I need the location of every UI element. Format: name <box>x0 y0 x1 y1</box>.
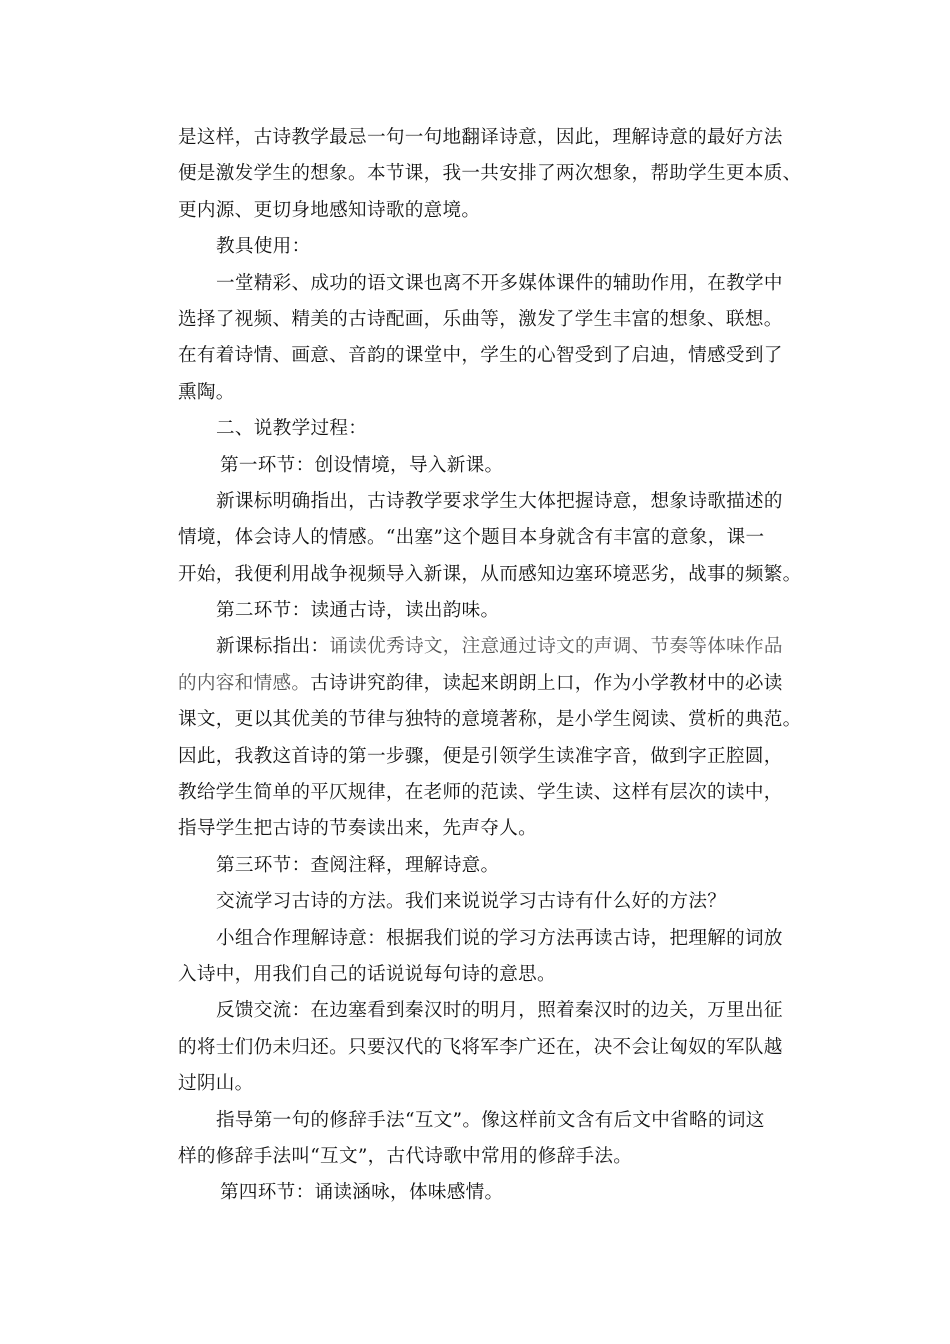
paragraph-line: 的将士们仍未归还。只要汉代的飞将军李广还在，决不会让匈奴的军队越 <box>178 1036 783 1058</box>
step-heading-2: 第二环节：读通古诗，读出韵味。 <box>216 600 500 622</box>
paragraph-line: 样的修辞手法叫“互文”，古代诗歌中常用的修辞手法。 <box>178 1145 633 1167</box>
paragraph-line: 课文，更以其优美的节律与独特的意境著称，是小学生阅读、赏析的典范。 <box>178 709 802 731</box>
paragraph-line: 熏陶。 <box>178 381 235 403</box>
paragraph-line: 教给学生简单的平仄规律，在老师的范读、学生读、这样有层次的读中， <box>178 782 783 804</box>
paragraph-line: 过阴山。 <box>178 1073 254 1095</box>
paragraph-line: 反馈交流：在边塞看到秦汉时的明月，照着秦汉时的边关，万里出征 <box>216 1000 783 1022</box>
paragraph-line: 便是激发学生的想象。本节课，我一共安排了两次想象，帮助学生更本质、 <box>178 163 802 185</box>
paragraph-line: 小组合作理解诗意：根据我们说的学习方法再读古诗，把理解的词放 <box>216 927 783 949</box>
paragraph-line: 选择了视频、精美的古诗配画，乐曲等，激发了学生丰富的想象、联想。 <box>178 308 783 330</box>
paragraph-line: 指导学生把古诗的节奏读出来，先声夺人。 <box>178 818 537 840</box>
standard-quote: 的内容和情感。 <box>178 672 311 694</box>
step-heading-1: 第一环节：创设情境，导入新课。 <box>220 454 504 476</box>
paragraph-line: 交流学习古诗的方法。我们来说说学习古诗有什么好的方法？ <box>216 891 727 913</box>
paragraph-line: 情境，体会诗人的情感。“出塞”这个题目本身就含有丰富的意象，课一 <box>178 527 765 549</box>
step-heading-4: 第四环节：诵读涵咏，体味感情。 <box>220 1182 504 1204</box>
paragraph-line <box>178 629 818 665</box>
standard-label: 新课标指出： <box>216 636 330 658</box>
section-heading-teaching-aids: 教具使用： <box>216 236 311 258</box>
paragraph-text: 古诗讲究韵律，读起来朗朗上口，作为小学教材中的必读 <box>310 672 783 694</box>
paragraph-line: 开始，我便利用战争视频导入新课，从而感知边塞环境恶劣，战事的频繁。 <box>178 563 802 585</box>
paragraph-line: 入诗中，用我们自己的话说说每句诗的意思。 <box>178 963 556 985</box>
paragraph-line: 指导第一句的修辞手法“互文”。像这样前文含有后文中省略的词这 <box>216 1109 765 1131</box>
document-body <box>178 120 818 1212</box>
paragraph-line: 是这样，古诗教学最忌一句一句地翻译诗意，因此，理解诗意的最好方法 <box>178 127 783 148</box>
paragraph-line: 更内源、更切身地感知诗歌的意境。 <box>178 199 481 221</box>
paragraph-line: 新课标明确指出，古诗教学要求学生大体把握诗意，想象诗歌描述的 <box>216 490 783 512</box>
step-heading-3: 第三环节：查阅注释，理解诗意。 <box>216 854 500 876</box>
paragraph-line <box>178 666 818 702</box>
paragraph-line: 一堂精彩、成功的语文课也离不开多媒体课件的辅助作用，在教学中 <box>216 272 783 294</box>
section-heading-process: 二、说教学过程： <box>216 418 368 440</box>
standard-quote: 诵读优秀诗文，注意通过诗文的声调、节奏等体味作品 <box>329 636 783 658</box>
paragraph-line: 因此，我教这首诗的第一步骤，便是引领学生读准字音，做到字正腔圆， <box>178 745 783 767</box>
paragraph-line: 在有着诗情、画意、音韵的课堂中，学生的心智受到了启迪，情感受到了 <box>178 345 783 367</box>
